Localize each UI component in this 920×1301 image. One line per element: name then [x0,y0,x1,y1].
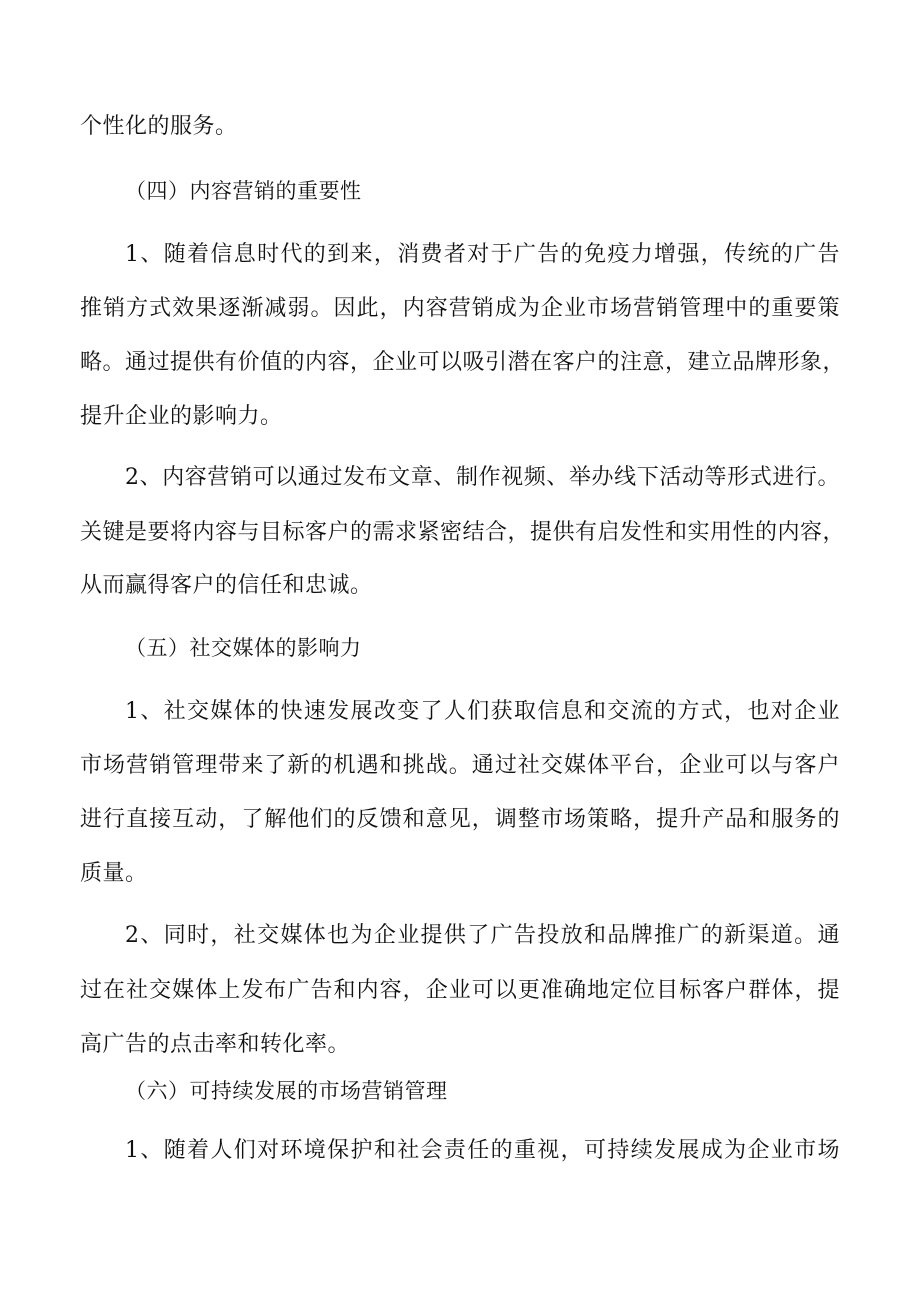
paragraph-line: 1、随着人们对环境保护和社会责任的重视，可持续发展成为企业市场 [125,1138,840,1163]
paragraph-line: 质量。 [80,861,148,886]
paragraph-line: 市场营销管理带来了新的机遇和挑战。通过社交媒体平台，企业可以与客户 [80,753,840,778]
paragraph-line: 推销方式效果逐渐减弱。因此，内容营销成为企业市场营销管理中的重要策 [80,296,840,321]
paragraph-line: 1、随着信息时代的到来，消费者对于广告的免疫力增强，传统的广告 [125,242,840,267]
paragraph-line: 进行直接互动，了解他们的反馈和意见，调整市场策略，提升产品和服务的 [80,807,840,832]
paragraph-line: 从而赢得客户的信任和忠诚。 [80,573,373,598]
section-heading-content-marketing: （四）内容营销的重要性 [125,179,362,203]
paragraph-line: 过在社交媒体上发布广告和内容，企业可以更准确地定位目标客户群体，提 [80,978,840,1003]
paragraph-line: 个性化的服务。 [80,114,238,139]
paragraph-line: 2、同时，社交媒体也为企业提供了广告投放和品牌推广的新渠道。通 [125,923,840,948]
section-heading-social-media: （五）社交媒体的影响力 [125,636,362,660]
paragraph-line: 关键是要将内容与目标客户的需求紧密结合，提供有启发性和实用性的内容， [80,520,846,545]
paragraph-line: 1、社交媒体的快速发展改变了人们获取信息和交流的方式，也对企业 [125,699,840,724]
section-heading-sustainable-marketing: （六）可持续发展的市场营销管理 [125,1079,448,1103]
paragraph-line: 略。通过提供有价值的内容，企业可以吸引潜在客户的注意，建立品牌形象， [80,350,846,375]
paragraph-line: 高广告的点击率和转化率。 [80,1032,351,1057]
paragraph-line: 2、内容营销可以通过发布文章、制作视频、举办线下活动等形式进行。 [125,465,840,490]
paragraph-line: 提升企业的影响力。 [80,404,283,429]
